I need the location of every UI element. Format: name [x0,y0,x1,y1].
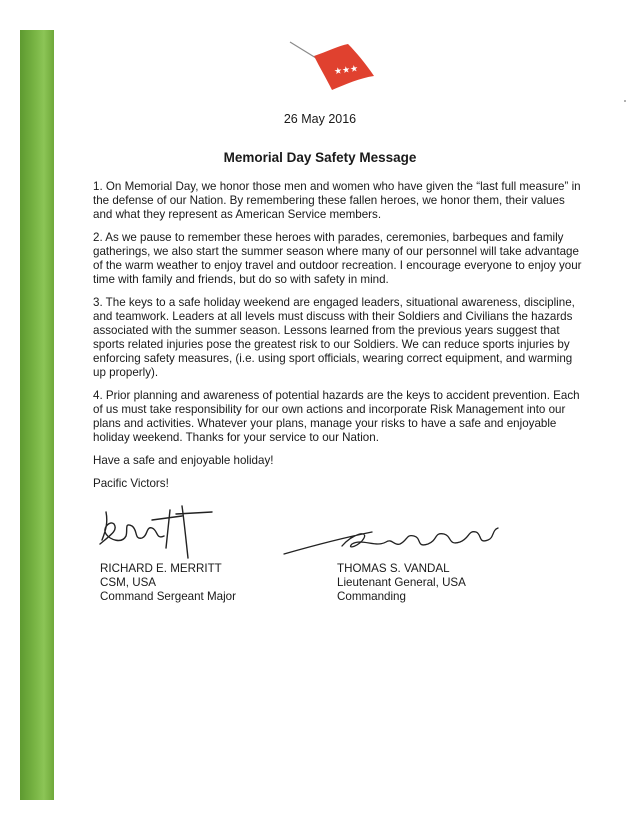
paragraph-2: 2. As we pause to remember these heroes with parades, ceremonies, barbeques and family gatherings, we also start the summer season where many of our personnel will take advantage of the warm weather to enjoy travel and outdoor recreation. I encourage everyone to enjoy your time with family and friends, but do so with safety in mind. [93,231,582,286]
signature-vandal [282,524,507,564]
signatory-title: Commanding [337,590,406,603]
signatory-name: THOMAS S. VANDAL [337,562,450,575]
signatory-rank: CSM, USA [100,576,157,589]
decorative-margin-bar [20,30,54,800]
paragraph-4: 4. Prior planning and awareness of potential hazards are the keys to accident prevention. Each of us must take responsibility for our own actions and incorporate Risk Management into our plans and activities. Whatever your plans, manage your risks to have a safe and enjoyable holiday weekend. Thanks for your service to our Nation. [93,389,580,444]
letter-body [93,180,583,500]
letter-date: 26 May 2016 [283,112,357,126]
closing-line: Have a safe and enjoyable holiday! [93,454,274,467]
letter-title: Memorial Day Safety Message [223,150,417,165]
scan-speck [624,100,626,102]
three-star-flag-icon [286,38,378,94]
paragraph-3: 3. The keys to a safe holiday weekend are engaged leaders, situational awareness, discipline, and teamwork. Leaders at all levels must discuss with their Soldiers and Civilians the hazards associated with the summer season. Lessons learned from the previous years suggest that sports related injuries pose the greatest risk to our Soldiers. We can reduce sports injuries by enforcing safety measures, (i.e. using sport officials, wearing correct equipment, and warming up properly). [93,296,575,379]
signatory-rank: Lieutenant General, USA [337,576,466,589]
signature-block-left [100,562,236,604]
signatory-name: RICHARD E. MERRITT [100,562,222,575]
signatory-title: Command Sergeant Major [100,590,236,603]
paragraph-1: 1. On Memorial Day, we honor those men and women who have given the “last full measure” in the defense of our Nation. By remembering these fallen heroes, we honor them, their values and what they represent as American Service members. [93,180,581,221]
signature-block-right [337,562,466,604]
sign-off: Pacific Victors! [93,477,169,490]
signature-merritt [92,500,232,562]
svg-text:★★★: ★★★ [333,64,359,78]
